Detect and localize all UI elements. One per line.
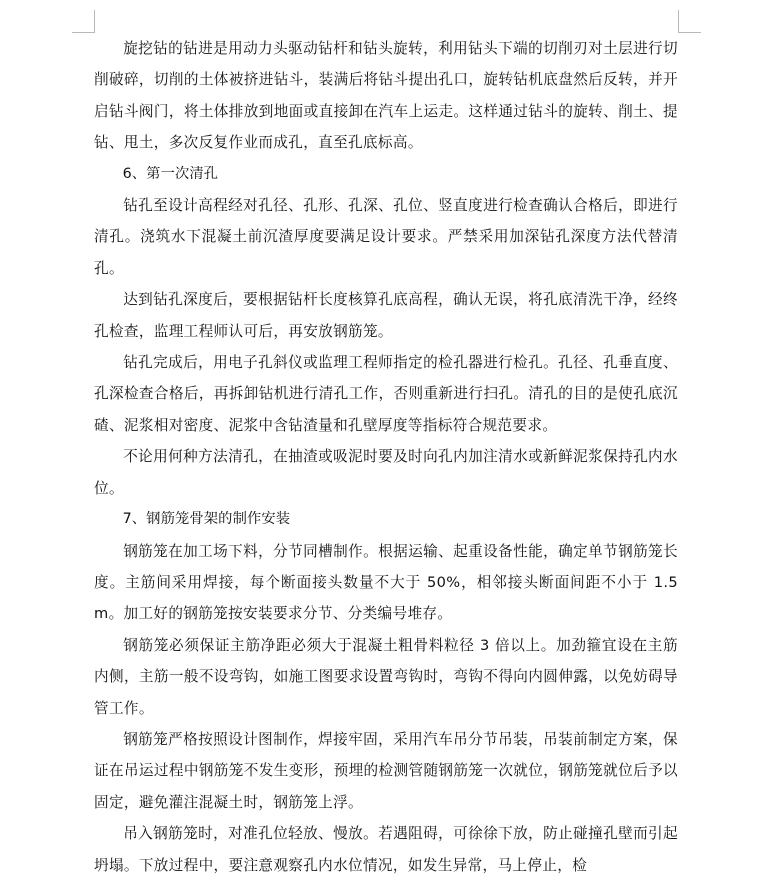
paragraph-rebar-installation: 钢筋笼严格按照设计图制作，焊接牢固，采用汽车吊分节吊装，吊装前制定方案，保证在吊运过程中钢筋笼不发生变形，预埋的检测管随钢筋笼一次就位，钢筋笼就位后予以固定，避免灌注混凝土时，钢筋笼上浮。	[94, 730, 678, 811]
document-body	[94, 33, 678, 875]
paragraph-cage-lowering: 吊入钢筋笼时，对准孔位轻放、慢放。若遇阻碍，可徐徐下放，防止碰撞孔壁而引起坍塌。下放过程中，要注意观察孔内水位情况，如发生异常，马上停止，检	[94, 825, 678, 874]
margin-corner-mark-top-left	[72, 10, 95, 33]
paragraph-rebar-cage-fabrication: 钢筋笼在加工场下料，分节同槽制作。根据运输、起重设备性能，确定单节钢筋笼长度。主筋间采用焊接，每个断面接头数量不大于 50%，相邻接头断面间距不小于 1.5m。加工好的钢筋笼按安装要求分节、分类编号堆存。	[94, 542, 678, 623]
paragraph-rebar-spacing: 钢筋笼必须保证主筋净距必须大于混凝土粗骨料粒径 3 倍以上。加劲箍宜设在主筋内侧，主筋一般不设弯钩，如施工图要求设置弯钩时，弯钩不得向内圆伸露，以免妨碍导管工作。	[94, 636, 678, 717]
section-heading-first-hole-cleaning: 6、第一次清孔	[122, 165, 219, 182]
paragraph-rotary-drilling: 旋挖钻的钻进是用动力头驱动钻杆和钻头旋转，利用钻头下端的切削刃对土层进行切削破碎，切削的土体被挤进钻斗，装满后将钻斗提出孔口，旋转钻机底盘然后反转，并开启钻斗阀门，将土体排放到地面或直接卸在汽车上运走。这样通过钻斗的旋转、削土、提钻、甩土，多次反复作业而成孔，直至孔底标高。	[94, 40, 678, 152]
section-heading-rebar-cage: 7、钢筋笼骨架的制作安装	[122, 511, 291, 528]
paragraph-water-level: 不论用何种方法清孔，在抽渣或吸泥时要及时向孔内加注清水或新鲜泥浆保持孔内水位。	[94, 448, 678, 497]
paragraph-depth-verification: 达到钻孔深度后，要根据钻杆长度核算孔底高程，确认无误，将孔底清洗干净，经终孔检查，监理工程师认可后，再安放钢筋笼。	[94, 291, 678, 340]
paragraph-hole-cleaning-inspection: 钻孔至设计高程经对孔径、孔形、孔深、孔位、竖直度进行检查确认合格后，即进行清孔。浇筑水下混凝土前沉渣厚度要满足设计要求。严禁采用加深钻孔深度方法代替清孔。	[94, 197, 678, 277]
paragraph-hole-inspection: 钻孔完成后，用电子孔斜仪或监理工程师指定的检孔器进行检孔。孔径、孔垂直度、孔深检查合格后，再拆卸钻机进行清孔工作，否则重新进行扫孔。清孔的目的是使孔底沉碴、泥浆相对密度、泥浆中含钻渣量和孔壁厚度等指标符合规范要求。	[94, 354, 678, 434]
margin-corner-mark-top-right	[678, 10, 701, 33]
